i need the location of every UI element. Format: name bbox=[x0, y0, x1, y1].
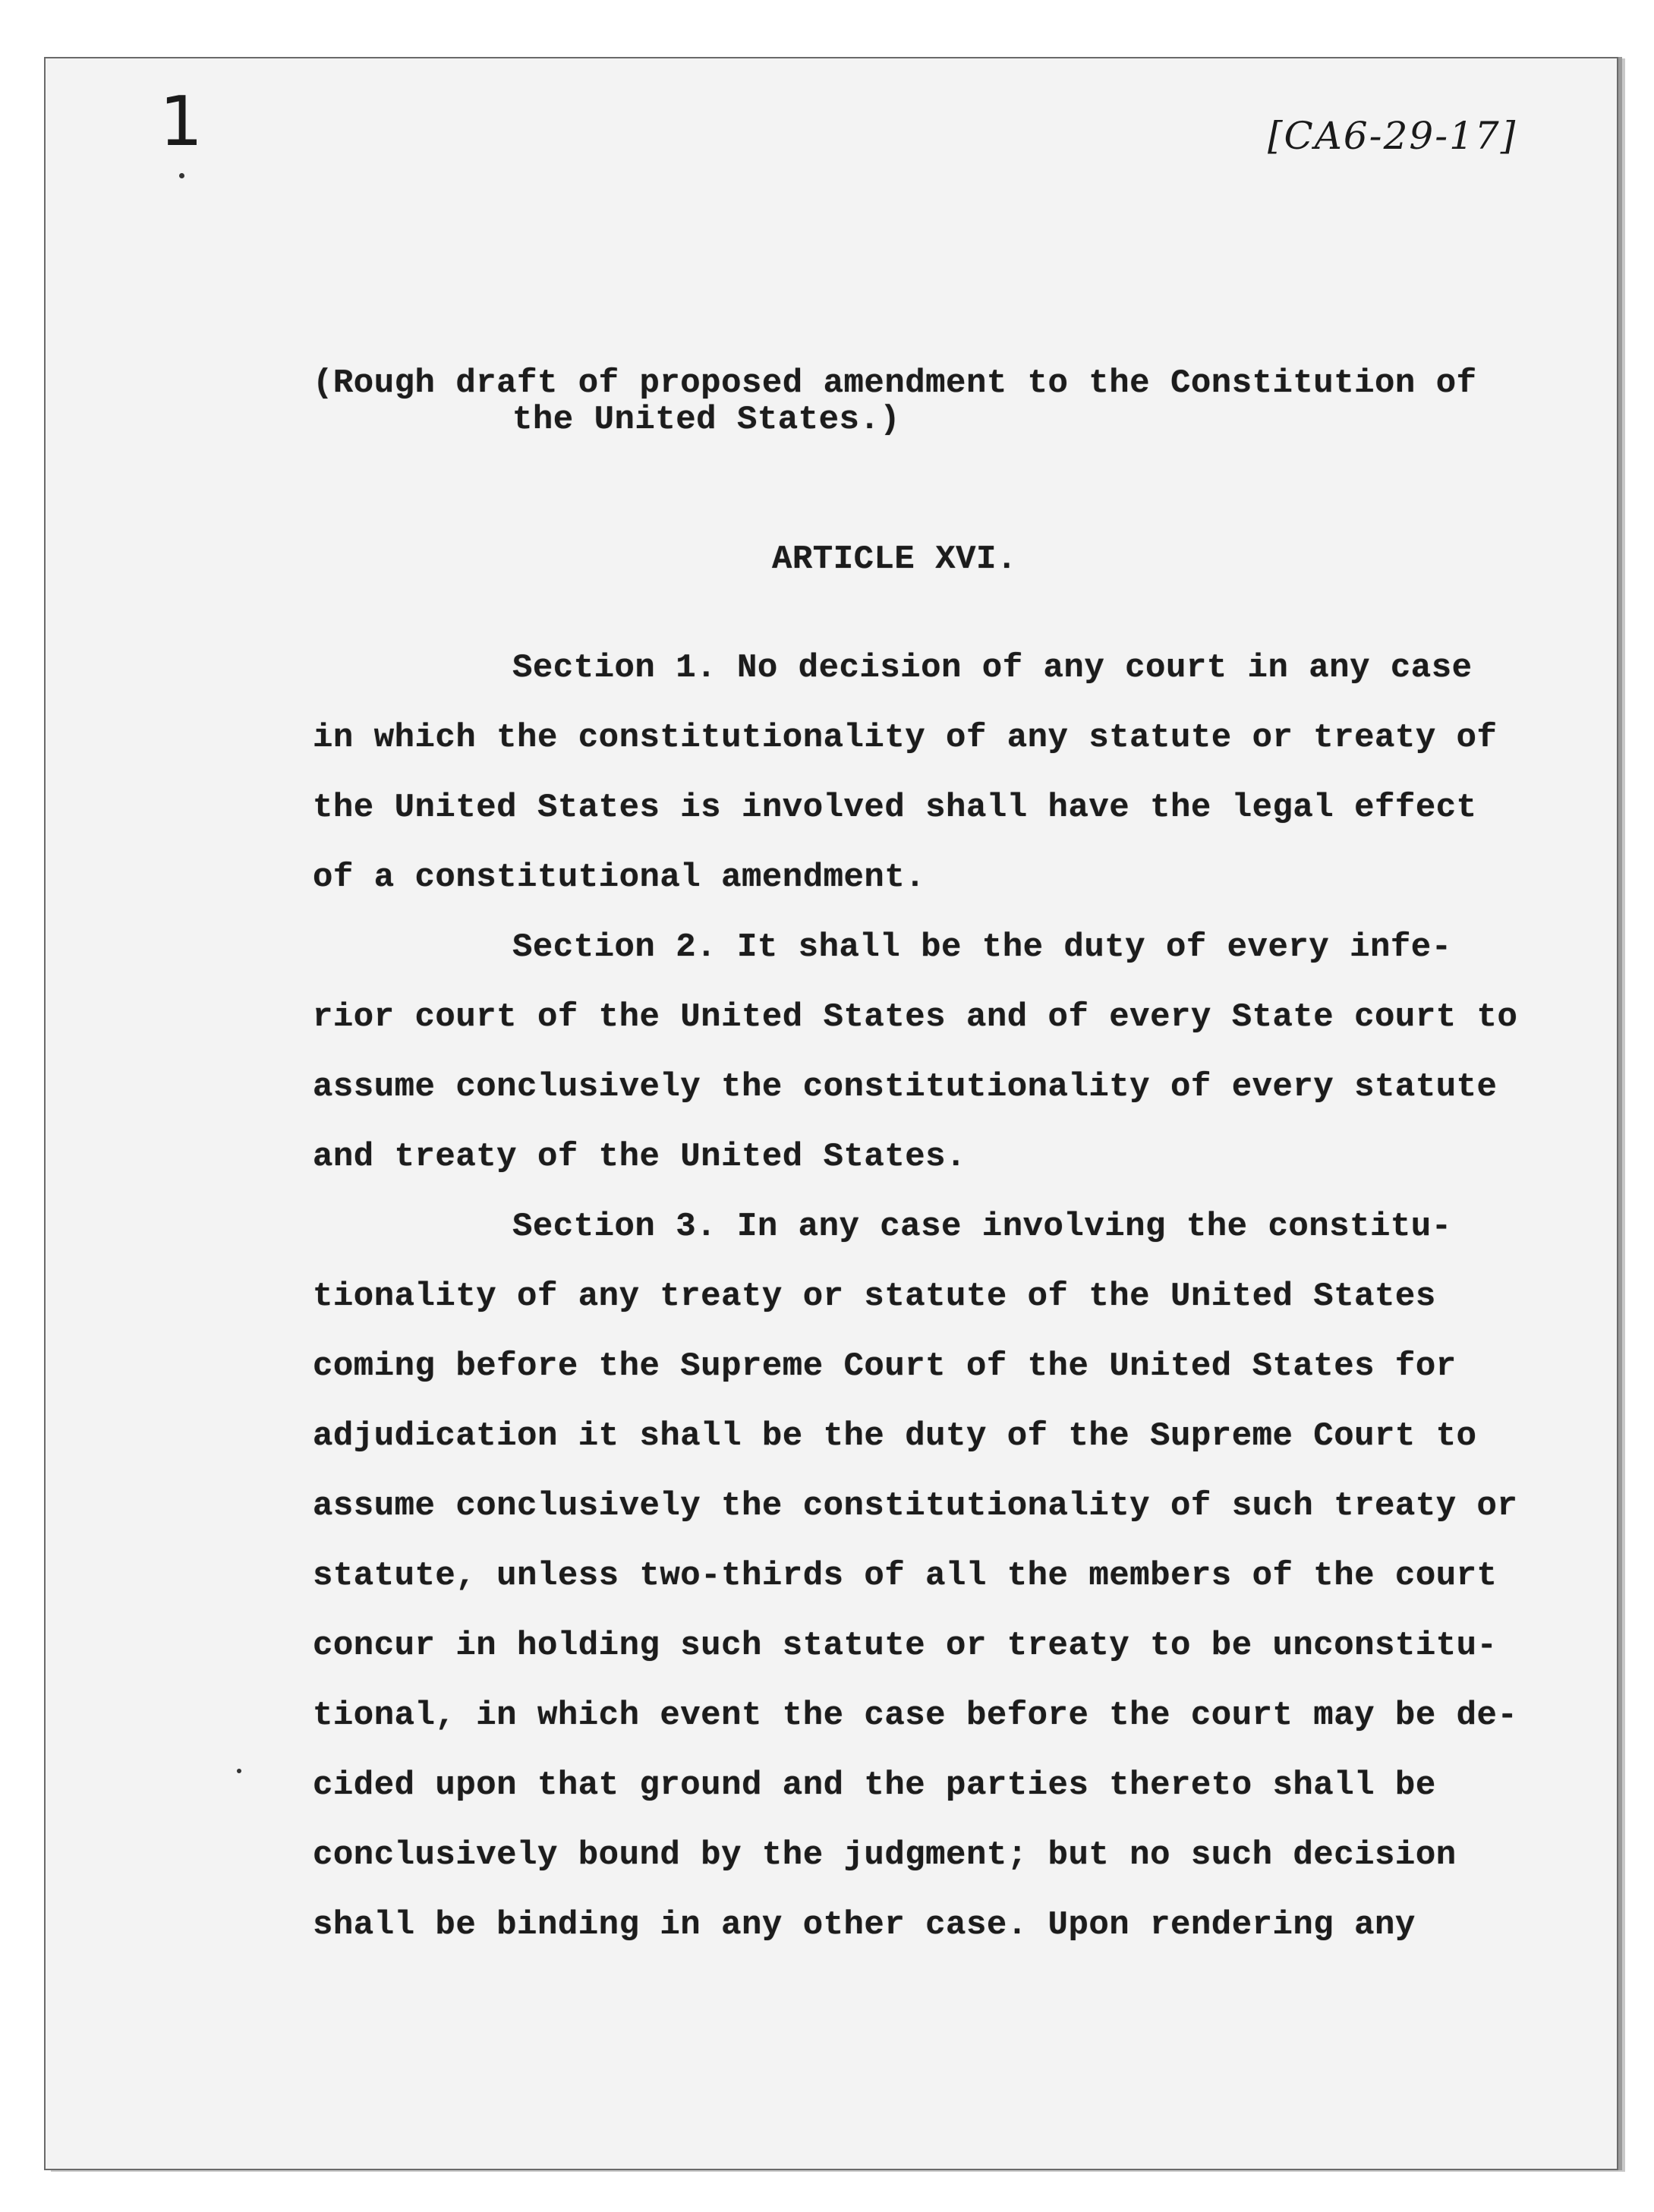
text-line: of a constitutional amendment. bbox=[313, 859, 926, 896]
text-line: Section 1. No decision of any court in any case bbox=[512, 649, 1473, 687]
text-line: the United States is involved shall have the legal effect bbox=[313, 789, 1477, 827]
text-line: coming before the Supreme Court of the United States for bbox=[313, 1347, 1457, 1385]
heading-line-1: (Rough draft of proposed amendment to the Constitution of bbox=[313, 364, 1477, 402]
text-line: in which the constitutionality of any statute or treaty of bbox=[313, 719, 1498, 757]
heading-line-2: the United States.) bbox=[512, 401, 901, 439]
text-line: tionality of any treaty or statute of the United States bbox=[313, 1278, 1436, 1316]
text-line: rior court of the United States and of every State court to bbox=[313, 998, 1518, 1036]
handwritten-reference: [CA6-29-17] bbox=[1268, 114, 1517, 158]
text-line: concur in holding such statute or treaty to be unconstitu- bbox=[313, 1627, 1498, 1665]
text-line: and treaty of the United States. bbox=[313, 1138, 966, 1176]
text-line: cided upon that ground and the parties thereto shall be bbox=[313, 1766, 1436, 1804]
text-line: adjudication it shall be the duty of the Supreme Court to bbox=[313, 1417, 1477, 1455]
text-line: conclusively bound by the judgment; but no such decision bbox=[313, 1836, 1457, 1874]
page-number-mark: 1 bbox=[159, 82, 203, 162]
text-line: Section 3. In any case involving the constitu- bbox=[512, 1208, 1452, 1246]
article-title: ARTICLE XVI. bbox=[772, 540, 1017, 578]
text-line: assume conclusively the constitutionality of such treaty or bbox=[313, 1487, 1518, 1525]
text-line: tional, in which event the case before the court may be de- bbox=[313, 1697, 1518, 1735]
text-line: shall be binding in any other case. Upon rendering any bbox=[313, 1906, 1416, 1944]
text-line: statute, unless two-thirds of all the members of the court bbox=[313, 1557, 1498, 1595]
text-line: Section 2. It shall be the duty of every infe- bbox=[512, 928, 1452, 966]
ink-speck bbox=[237, 1769, 241, 1773]
ink-speck bbox=[179, 173, 184, 178]
text-line: assume conclusively the constitutionality of every statute bbox=[313, 1068, 1498, 1106]
